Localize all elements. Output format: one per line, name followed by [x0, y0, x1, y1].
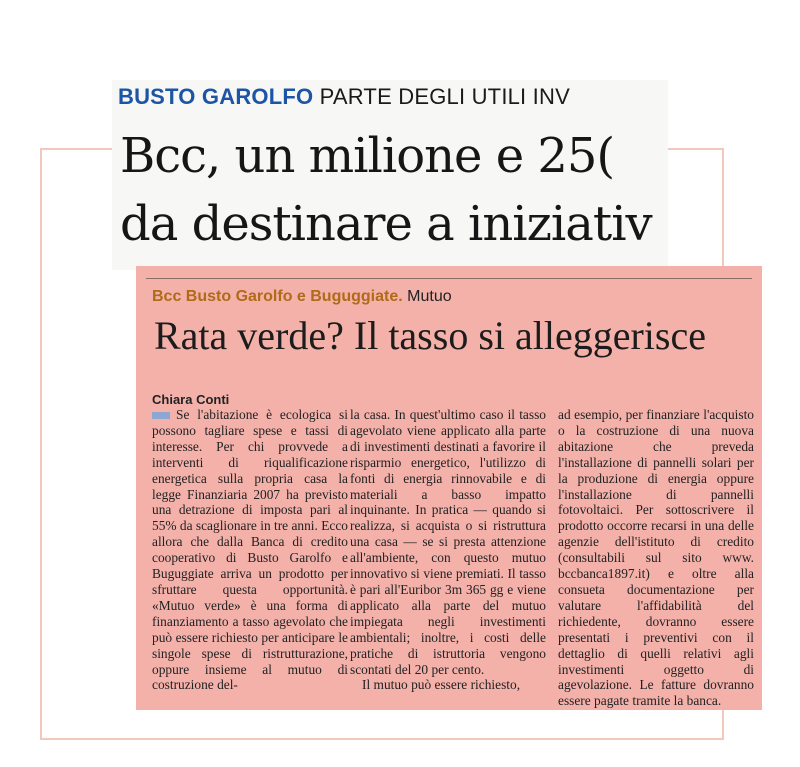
column-1-text: Se l'abitazione è ecologica si possono tagliare spese e tassi di interesse. Per chi provvede a interventi di riqualificazione energetica sulla propria casa la legge Finanziaria 2007 ha previsto una detrazione di imposta pari al 55% da scaglionare in tre anni. Ecco allora che dalla Banca di credito cooperativo di Busto Garolfo e Buguggiate arriva un prodotto per sfruttare questa opportunità. «Mutuo verde» è una forma di finanziamento a tasso agevolato che può essere richiesto per anticipare le singole spese di ristrutturazione, oppure insieme al mutuo di costruzione del-	[152, 407, 348, 693]
article-column-3	[558, 407, 754, 709]
main-title-line-1: Bcc, un milione e 25(	[120, 128, 615, 184]
column-2-paragraph-2: Il mutuo può essere richiesto,	[362, 677, 521, 693]
article-author: Chiara Conti	[152, 392, 230, 407]
top-rule	[146, 278, 752, 279]
main-title	[120, 122, 652, 258]
column-2-paragraph-1: la casa. In quest'ultimo caso il tasso agevolato viene applicato alla parte di investimenti destinati a favorire il risparmio energetico, l'utilizzo di fonti di energia rinnovabile e di materiali a basso impatto inquinante. In pratica — quando si realizza, si acquista o si ristruttura una casa — se si presta attenzione all'ambiente, con questo mutuo innovativo si viene premiati. Il tasso è pari all'Euribor 3m 365 gg e viene applicato alla parte del mutuo impiegata negli investimenti ambientali; inoltre, i costi delle pratiche di istruttoria vengono scontati del 20 per cento.	[350, 407, 546, 677]
paragraph-marker-icon	[152, 412, 170, 419]
column-3-text: ad esempio, per finanziare l'acquisto o la costruzione di una nuova abitazione che preveda l'installazione di pannelli solari per la produzione di energia oppure l'installazione di pannelli fotovoltaici. Per sottoscrivere il prodotto occorre recarsi in una delle agenzie dell'istituto di credito (consultabili sul sito www. bccbanca1897.it) e oltre alla consueta documentazione per valutare l'affidabilità del richiedente, dovranno essere presentati i preventivi con il dettaglio di quelli relativi agli investimenti oggetto di agevolazione. Le fatture dovranno essere pagate tramite la banca.	[558, 407, 754, 709]
main-title-line-2: da destinare a iniziativ	[120, 196, 652, 252]
article-column-2	[350, 407, 546, 693]
article-clip	[136, 266, 762, 710]
header-kicker	[118, 84, 570, 110]
article-column-1	[152, 407, 348, 693]
article-source: Bcc Busto Garolfo e Buguggiate.	[152, 288, 403, 305]
kicker-text: PARTE DEGLI UTILI INV	[319, 84, 570, 109]
article-kicker	[152, 288, 452, 306]
kicker-place: BUSTO GAROLFO	[118, 84, 314, 109]
article-headline: Rata verde? Il tasso si alleggerisce	[154, 313, 706, 358]
article-section: Mutuo	[407, 288, 452, 305]
top-newspaper-clip	[112, 80, 668, 270]
